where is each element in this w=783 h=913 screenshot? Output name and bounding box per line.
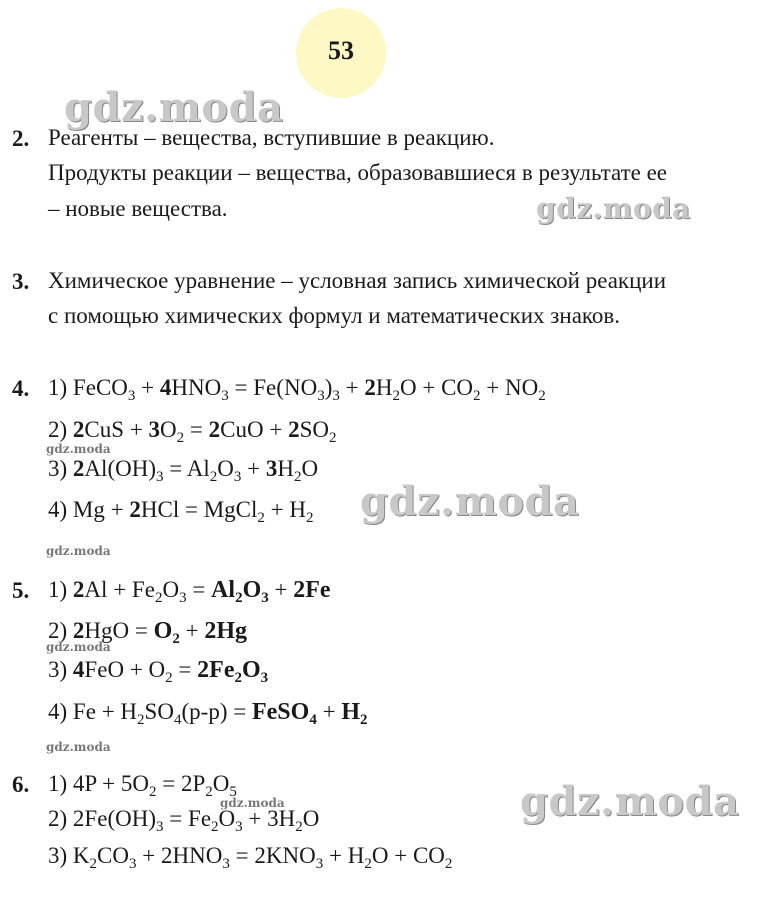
watermark: gdz.moda [46, 442, 111, 456]
task-5-equation-1: 1) $2Al + Fe_2O_3 = Al_2O_3 + 2Fe$ [48, 577, 331, 606]
task-5-equation-4: 4) $Fe + H_2SO_4(р-р)$ = FeSO$_4$ + $H_2$ [48, 699, 368, 728]
task-3-line-1: Химическое уравнение – условная запись химической реакции [48, 268, 667, 293]
task-2-number: 2. [12, 126, 30, 151]
task-4-number: 4. [12, 376, 30, 401]
watermark: gdz.moda [46, 544, 111, 558]
task-6-equation-3: 3) $K_2CO_3 + 2HNO_3 = 2KNO_3 + H_2O + CO_2$ [48, 843, 453, 872]
watermark: gdz.moda [46, 640, 111, 654]
watermark: gdz.moda [360, 478, 580, 525]
watermark: gdz.moda [64, 84, 284, 131]
task-4-equation-2: 2) $2CuS + 3O_2 = 2CuO + 2SO_2$ [48, 417, 337, 446]
task-5-number: 5. [12, 578, 30, 603]
task-5-equation-3: 3) $4FeO + O_2 = 2Fe_2O_3$ [48, 657, 269, 686]
page-number: 53 [328, 36, 354, 65]
task-3-line-2: с помощью химических формул и математических знаков. [48, 303, 621, 328]
task-4-equation-4: 4) Mg + 2HCl = MgCl$_2$ + $H_2$ [48, 497, 314, 526]
task-2-line-1: Реагенты – вещества, вступившие в реакцию. [48, 125, 495, 150]
task-6-number: 6. [12, 772, 30, 797]
task-6-equation-1: 1) $4P + 5O_2 = 2P_2O_5$ [48, 771, 237, 800]
watermark: gdz.moda [220, 796, 285, 810]
watermark: gdz.moda [536, 192, 691, 225]
task-2-line-2: Продукты реакции – вещества, образовавшиеся в результате ее [48, 160, 668, 185]
task-4-equation-3: 3) $2Al(OH)_3 = Al_2O_3 + 3H_2O$ [48, 456, 319, 485]
task-6-equation-2: 2) $2Fe(OH)_3 = Fe_2O_3 + 3H_2O$ [48, 806, 320, 835]
watermark: gdz.moda [520, 778, 740, 825]
watermark: gdz.moda [46, 740, 111, 754]
task-4-equation-1: 1) FeCO$_3$ + $4HNO_3 = Fe(NO_3)_3 + 2H_2O + CO_2 + NO_2$ [48, 375, 546, 404]
task-5-equation-2: 2) $2HgO = O_2 + 2Hg$ [48, 618, 247, 647]
task-2-line-3: – новые вещества. [48, 196, 228, 221]
task-3-number: 3. [12, 269, 30, 294]
